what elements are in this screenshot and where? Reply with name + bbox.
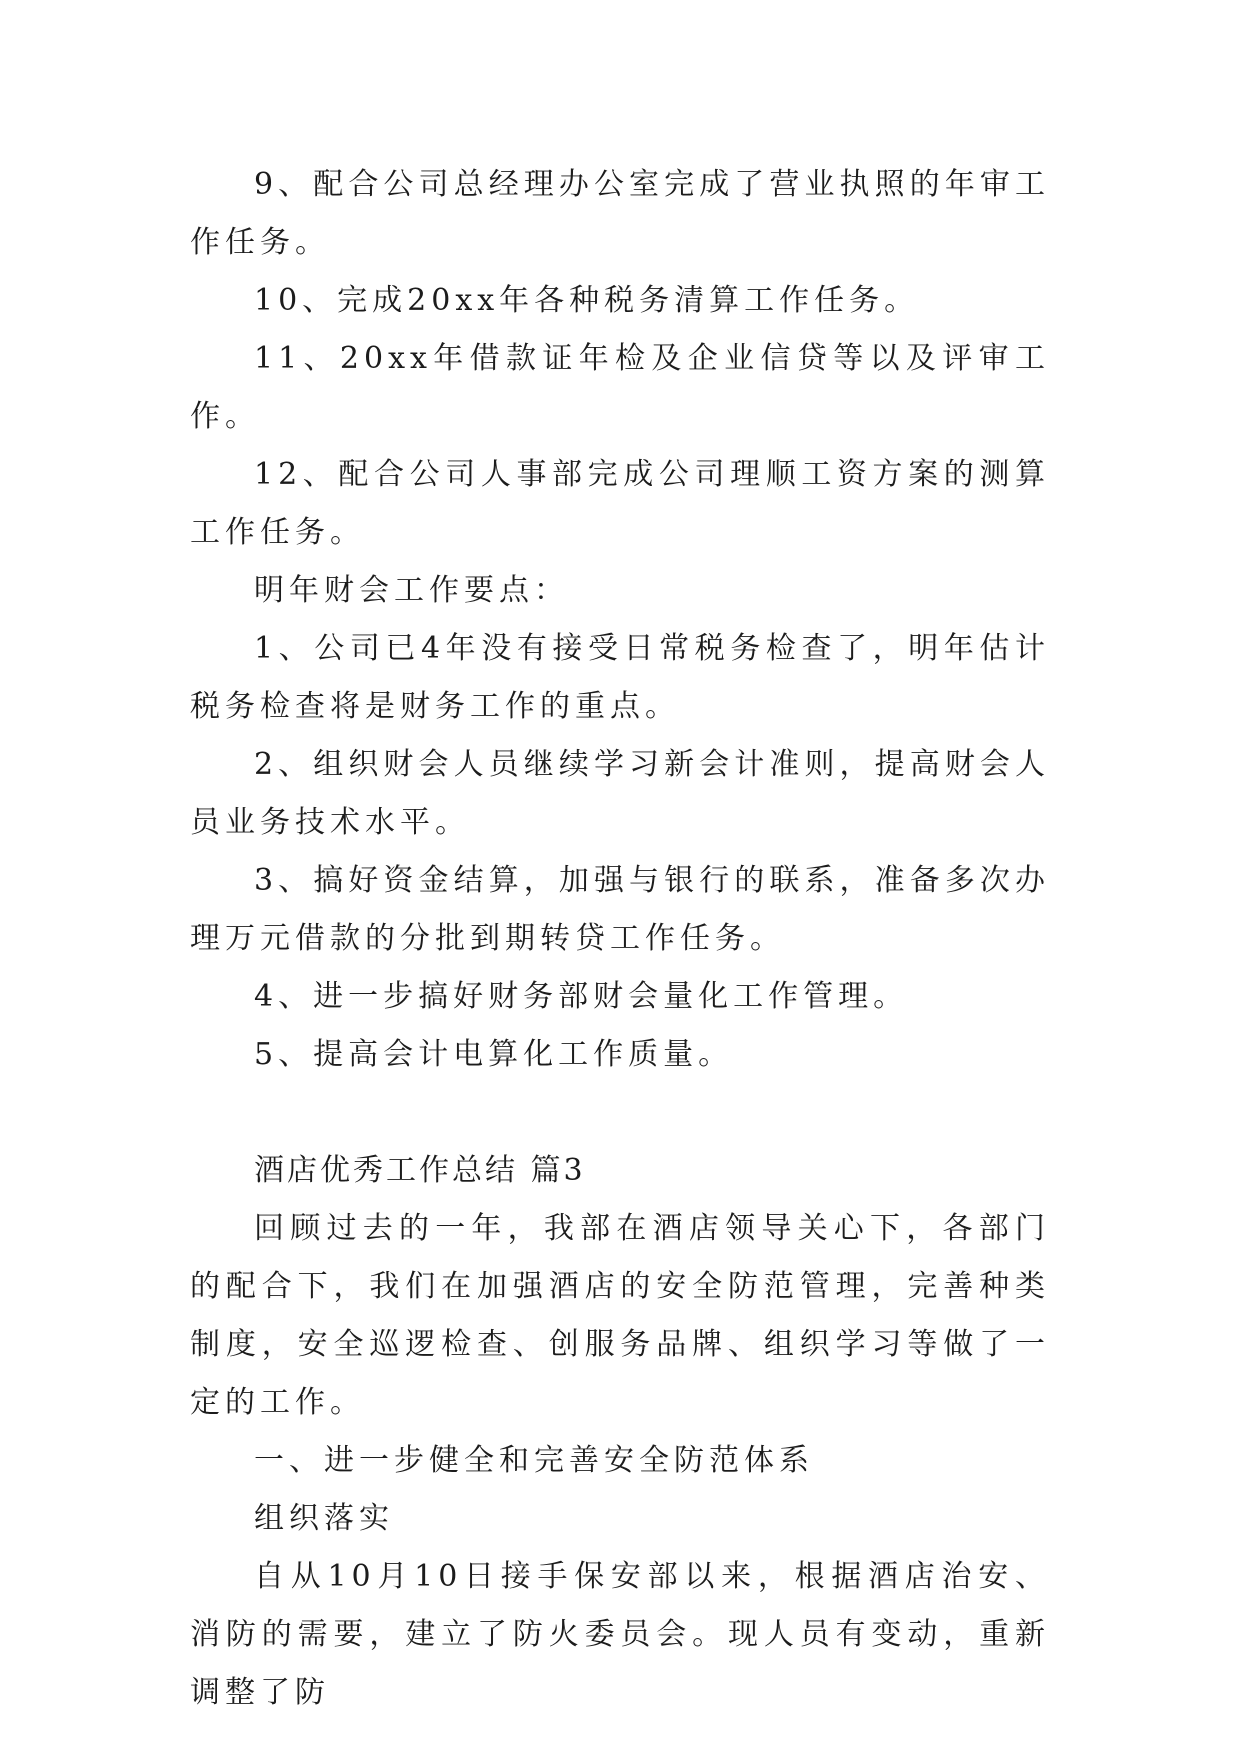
body-paragraph: 自从10月10日接手保安部以来，根据酒店治安、消防的需要，建立了防火委员会。现人员有变动，重新调整了防: [190, 1559, 1050, 1710]
subheading-organization: 组织落实: [254, 1501, 394, 1536]
paragraph-item-12: 12、配合公司人事部完成公司理顺工资方案的测算工作任务。: [190, 457, 1050, 550]
plan-heading: 明年财会工作要点：: [254, 573, 569, 608]
plan-item-4: 4、进一步搞好财务部财会量化工作管理。: [254, 979, 909, 1014]
plan-item-5: 5、提高会计电算化工作质量。: [254, 1037, 734, 1072]
subheading-safety-system: 一、进一步健全和完善安全防范体系: [254, 1443, 814, 1478]
paragraph-item-10: 10、完成20xx年各种税务清算工作任务。: [254, 283, 920, 318]
plan-item-2: 2、组织财会人员继续学习新会计准则，提高财会人员业务技术水平。: [190, 747, 1050, 840]
paragraph-item-9: 9、配合公司总经理办公室完成了营业执照的年审工作任务。: [190, 167, 1050, 260]
document-body: [190, 156, 1050, 1722]
intro-paragraph: 回顾过去的一年，我部在酒店领导关心下，各部门的配合下，我们在加强酒店的安全防范管理，完善种类制度，安全巡逻检查、创服务品牌、组织学习等做了一定的工作。: [190, 1211, 1050, 1420]
plan-item-1: 1、公司已4年没有接受日常税务检查了，明年估计税务检查将是财务工作的重点。: [190, 631, 1050, 724]
section-spacer: [190, 1084, 1050, 1142]
section-title: 酒店优秀工作总结 篇3: [254, 1153, 586, 1188]
plan-item-3: 3、搞好资金结算，加强与银行的联系，准备多次办理万元借款的分批到期转贷工作任务。: [190, 863, 1050, 956]
paragraph-item-11: 11、20xx年借款证年检及企业信贷等以及评审工作。: [190, 341, 1050, 434]
